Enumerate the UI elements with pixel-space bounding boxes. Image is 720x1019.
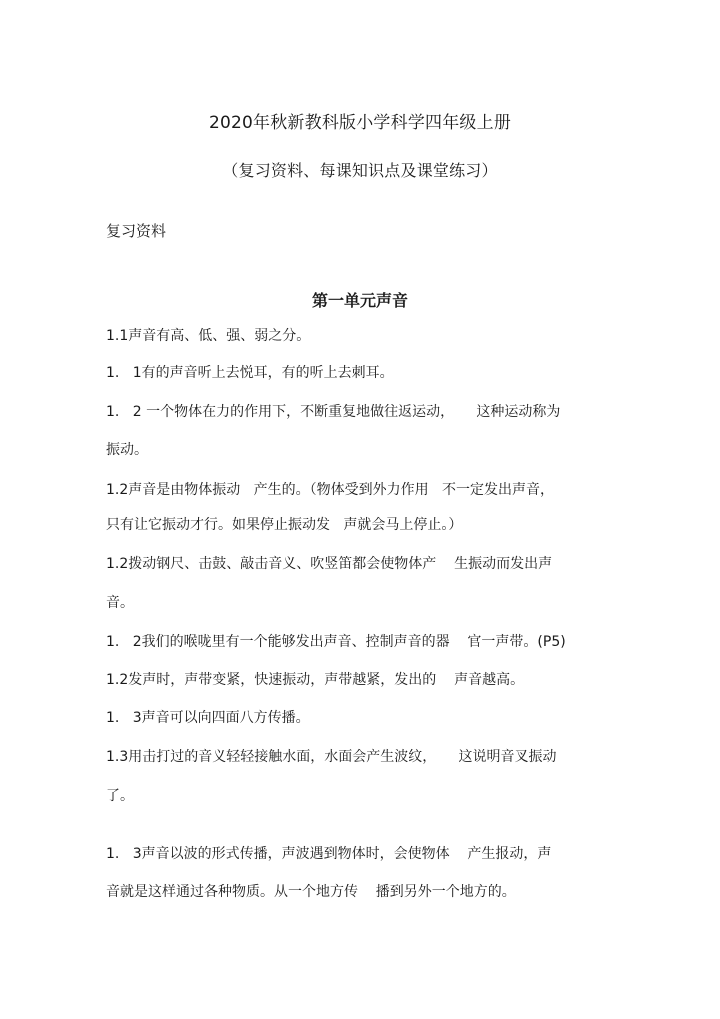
text-line: 1.2发声时，声带变紧，快速振动，声带越紧，发出的 声音越高。 [106, 672, 525, 688]
unit-title: 第一单元声音 [311, 291, 408, 310]
text-line: 只有让它振动才行。如果停止振动发 声就会马上停止。） [106, 517, 463, 533]
text-line: 1. 3声音可以向四面八方传播。 [106, 710, 310, 726]
text-line: 1.2拨动钢尺、击鼓、敲击音义、吹竖笛都会使物体产 生振动而发出声 [106, 556, 553, 572]
document-title: 2020年秋新教科版小学科学四年级上册 [208, 113, 512, 133]
text-line: 音就是这样通过各种物质。从一个地方传 播到另外一个地方的。 [106, 884, 516, 900]
text-line: 振动。 [106, 442, 148, 458]
text-line: 1.1声音有高、低、强、弱之分。 [106, 328, 311, 344]
text-line: 1. 2我们的喉咙里有一个能够发出声音、控制声音的器 官一声带。(P5) [106, 634, 566, 650]
document-subtitle: （复习资料、每课知识点及课堂练习） [222, 161, 498, 180]
text-line: 1. 1有的声音听上去悦耳，有的听上去刺耳。 [106, 365, 394, 381]
text-line: 1.2声音是由物体振动 产生的。（物体受到外力作用 不一定发出声音， [106, 482, 554, 498]
text-line: 1. 2 一个物体在力的作用下，不断重复地做往返运动， 这种运动称为 [106, 404, 561, 420]
text-line: 了。 [106, 788, 134, 804]
text-line: 1. 3声音以波的形式传播，声波遇到物体时，会使物体 产生报动，声 [106, 846, 552, 862]
text-line: 音。 [106, 595, 134, 611]
text-line: 1.3用击打过的音义轻轻接触水面，水面会产生波纹， 这说明音叉振动 [106, 749, 557, 765]
section-label: 复习资料 [106, 222, 167, 240]
